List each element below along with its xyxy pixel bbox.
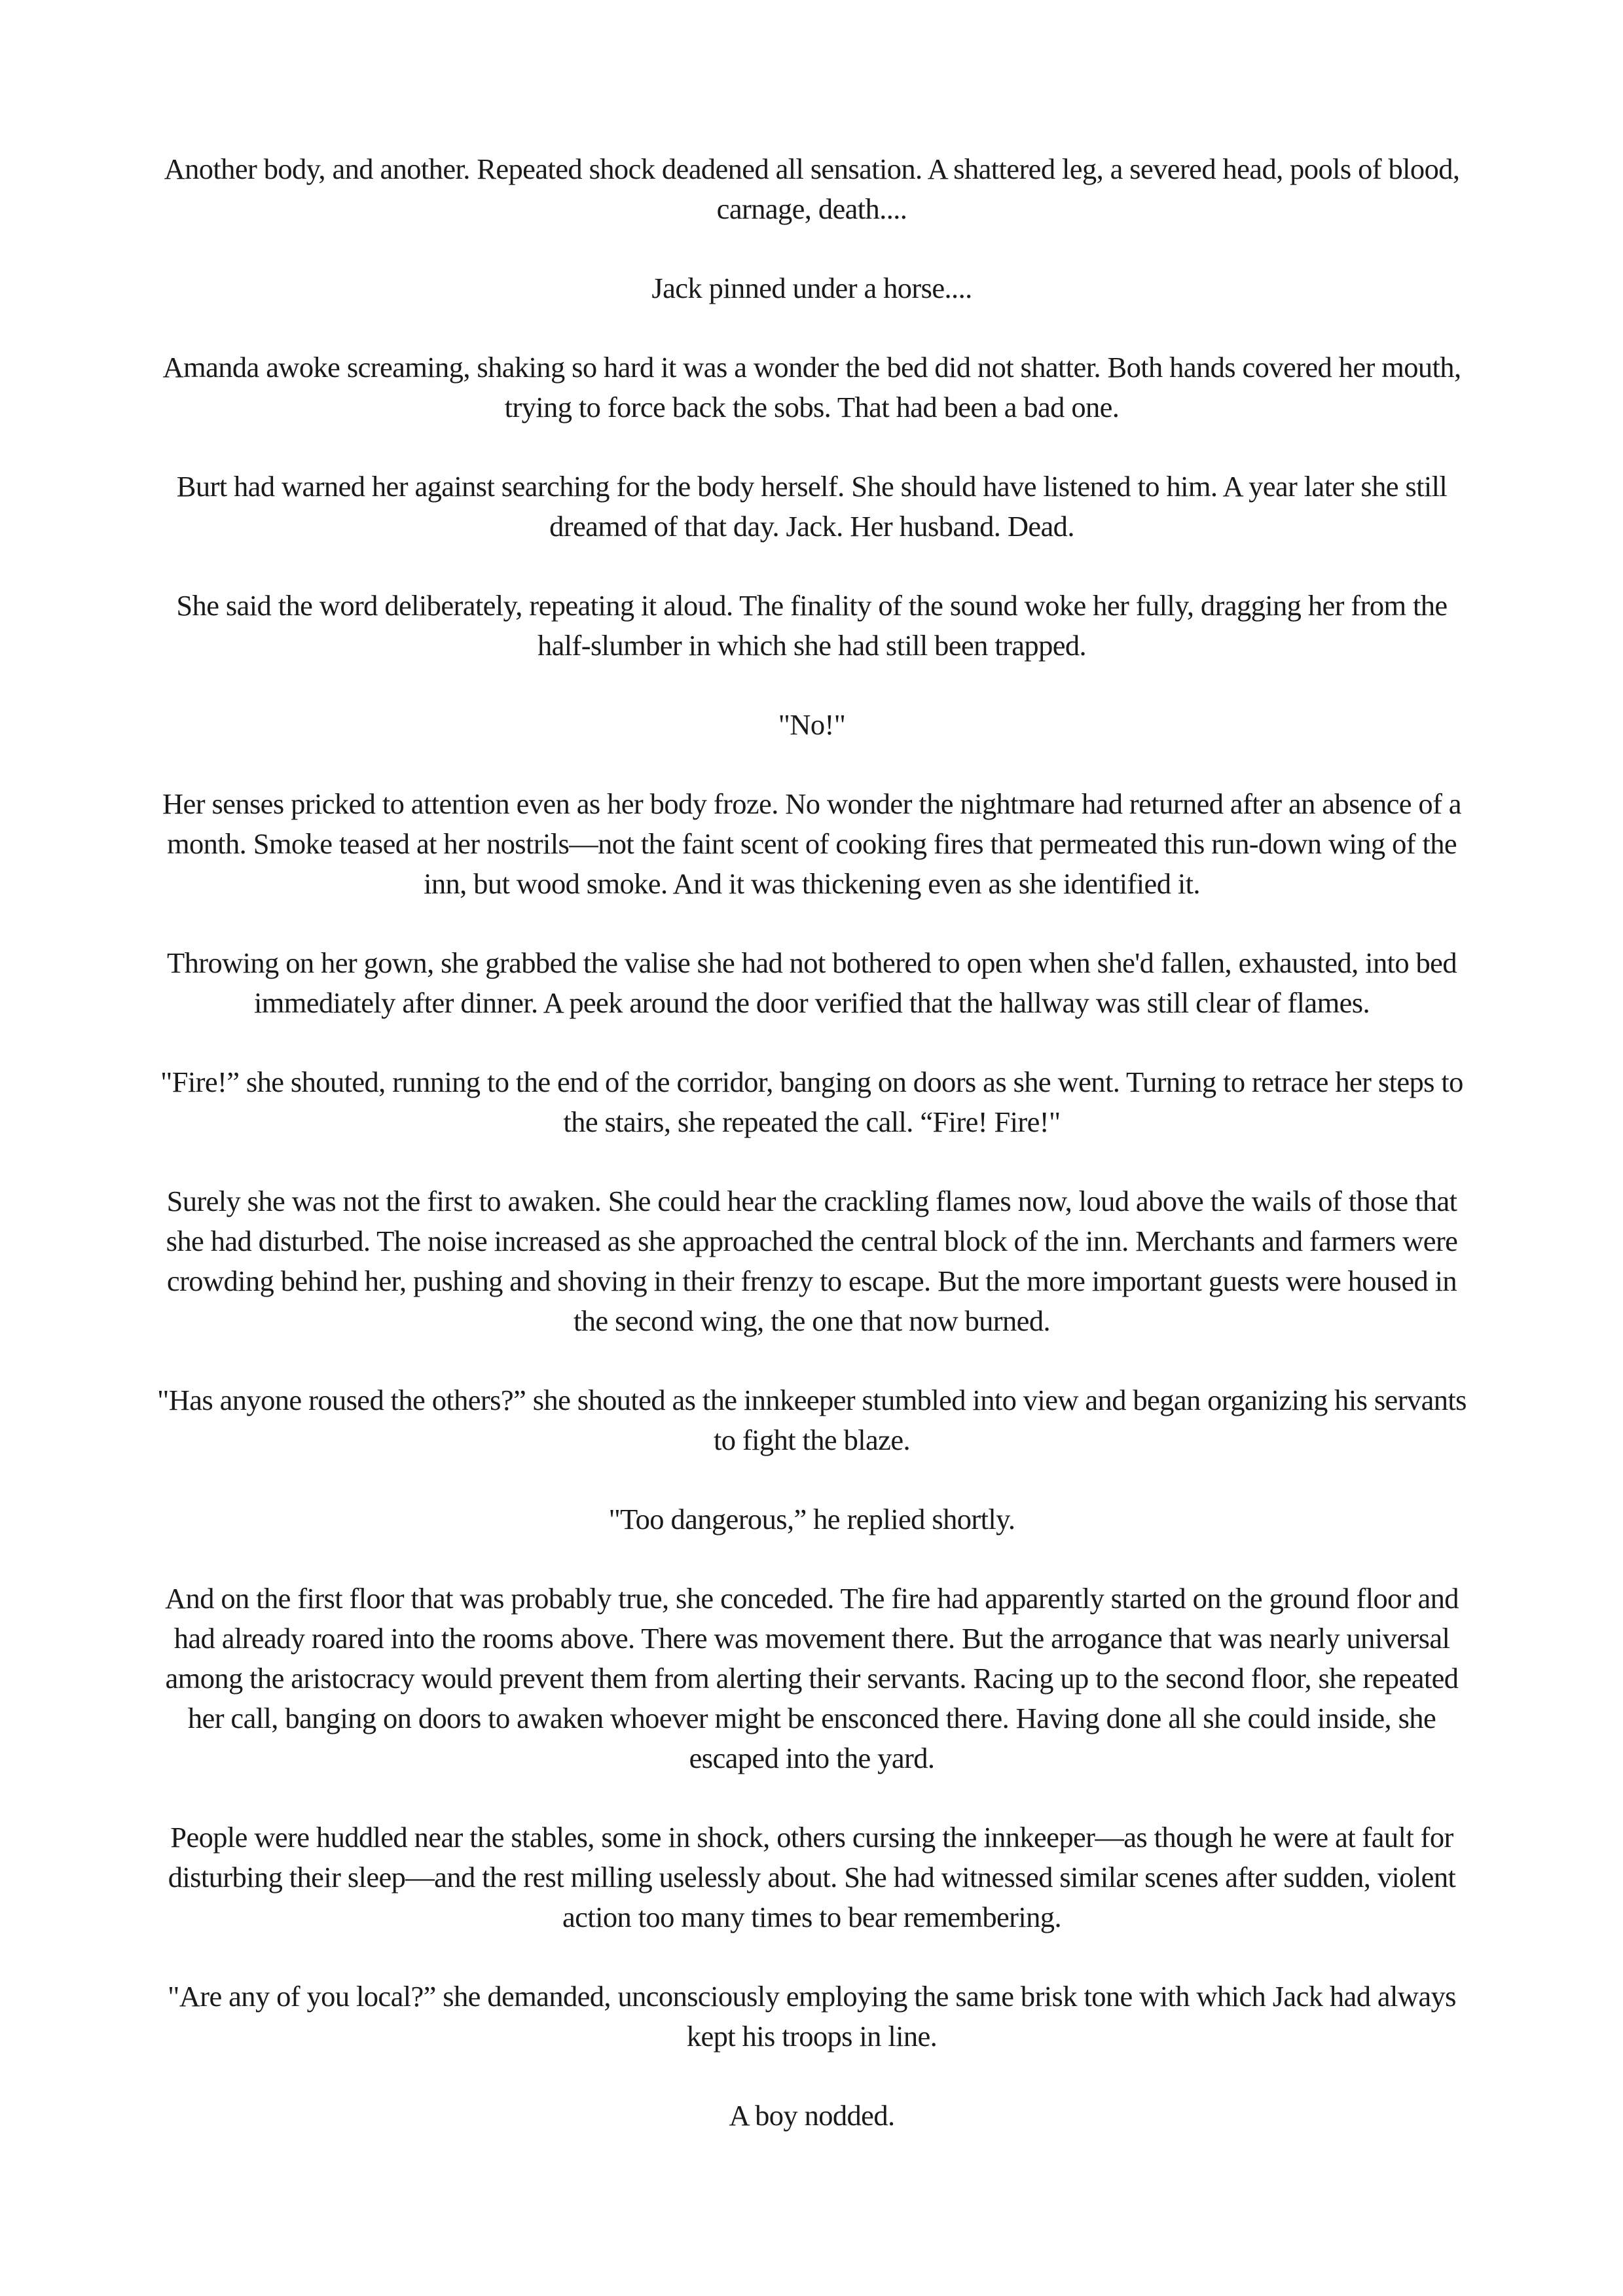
paragraph: "Fire!” she shouted, running to the end of the corridor, banging on doors as she went. Turning to retrace her steps to the stairs, she repeated the call. “Fire! Fire!" (160, 1066, 1463, 1138)
paragraph: "Too dangerous,” he replied shortly. (608, 1503, 1015, 1535)
paragraph: Throwing on her gown, she grabbed the valise she had not bothered to open when she'd fallen, exhausted, into bed immediately after dinner. A peek around the door verified that the hallway was still clear of flames. (167, 946, 1457, 1019)
paragraph: And on the first floor that was probably true, she conceded. The fire had apparently started on the ground floor and had already roared into the rooms above. There was movement there. But the arrogance that was nearly universal among the aristocracy would prevent them from alerting their servants. Racing up to the second floor, she repeated her call, banging on doors to awaken whoever might be ensconced there. Having done all she could inside, she escaped into the yard. (165, 1582, 1459, 1774)
paragraph: Amanda awoke screaming, shaking so hard it was a wonder the bed did not shatter. Both hands covered her mouth, trying to force back the sobs. That had been a bad one. (162, 351, 1461, 423)
paragraph: "Are any of you local?” she demanded, unconsciously employing the same brisk tone with which Jack had always kept his troops in line. (168, 1980, 1456, 2053)
paragraph: Surely she was not the first to awaken. She could hear the crackling flames now, loud above the wails of those that she had disturbed. The noise increased as she approached the central block of the inn. Merchants and farmers were crowding behind her, pushing and shoving in their frenzy to escape. But the more important guests were housed in the second wing, the one that now burned. (166, 1185, 1458, 1337)
paragraph: Burt had warned her against searching for the body herself. She should have listened to him. A year later she still dreamed of that day. Jack. Her husband. Dead. (176, 470, 1448, 543)
body-text (157, 149, 1467, 2175)
paragraph: "Has anyone roused the others?” she shouted as the innkeeper stumbled into view and began organizing his servants to fight the blaze. (157, 1384, 1467, 1456)
paragraph: People were huddled near the stables, some in shock, others cursing the innkeeper—as though he were at fault for disturbing their sleep—and the rest milling uselessly about. She had witnessed similar scenes after sudden, violent action too many times to bear remembering. (168, 1821, 1456, 1933)
paragraph: Her senses pricked to attention even as her body froze. No wonder the nightmare had returned after an absence of a month. Smoke teased at her nostrils—not the faint scent of cooking fires that permeated this run-down wing of the inn, but wood smoke. And it was thickening even as she identified it. (162, 787, 1461, 900)
paragraph: A boy nodded. (729, 2099, 895, 2132)
paragraph: Another body, and another. Repeated shock deadened all sensation. A shattered leg, a severed head, pools of blood, carnage, death.... (164, 152, 1460, 225)
paragraph: "No!" (778, 708, 846, 741)
paragraph: Jack pinned under a horse.... (651, 272, 972, 304)
paragraph: She said the word deliberately, repeating it aloud. The finality of the sound woke her fully, dragging her from the half-slumber in which she had still been trapped. (176, 589, 1448, 662)
